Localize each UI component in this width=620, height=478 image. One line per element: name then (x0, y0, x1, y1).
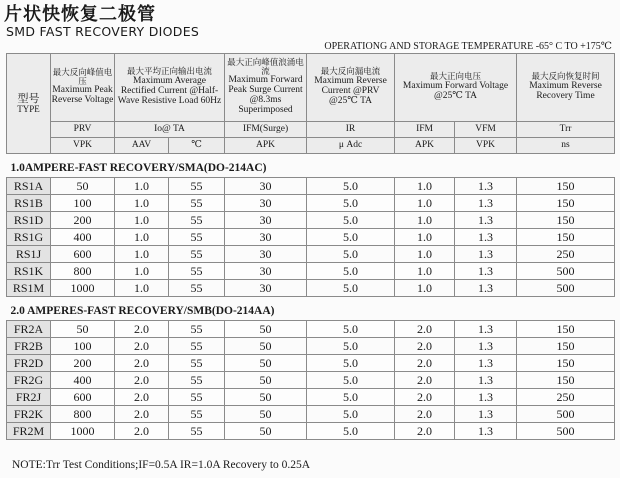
part-number-cell: RS1A (7, 178, 51, 195)
ifsm-symbol: IFM(Surge) (225, 122, 307, 138)
value-cell: 55 (169, 263, 225, 280)
part-number-cell: FR2A (7, 321, 51, 338)
value-cell: 55 (169, 246, 225, 263)
value-cell: 150 (517, 195, 615, 212)
value-cell: 50 (225, 338, 307, 355)
value-cell: 5.0 (307, 229, 395, 246)
prv-header: 最大反向峰值电压 Maximum Peak Reverse Voltage (51, 54, 115, 122)
part-number-cell: RS1M (7, 280, 51, 297)
trr-unit: ns (517, 138, 615, 154)
value-cell: 1.0 (395, 280, 455, 297)
table-row (7, 212, 615, 229)
section-title: 1.0AMPERE-FAST RECOVERY/SMA(DO-214AC) (7, 160, 615, 178)
ir-symbol: IR (307, 122, 395, 138)
value-cell: 5.0 (307, 212, 395, 229)
value-cell: 50 (225, 321, 307, 338)
part-number-cell: FR2K (7, 406, 51, 423)
ta-unit: ℃ (169, 138, 225, 154)
value-cell: 5.0 (307, 372, 395, 389)
value-cell: 2.0 (115, 372, 169, 389)
value-cell: 30 (225, 195, 307, 212)
value-cell: 250 (517, 389, 615, 406)
value-cell: 600 (51, 389, 115, 406)
part-number-cell: RS1K (7, 263, 51, 280)
value-cell: 1.3 (455, 423, 517, 440)
value-cell: 50 (225, 389, 307, 406)
value-cell: 1.0 (395, 229, 455, 246)
value-cell: 1.0 (395, 246, 455, 263)
value-cell: 500 (517, 406, 615, 423)
table-row (7, 355, 615, 372)
table-row (7, 321, 615, 338)
value-cell: 1000 (51, 280, 115, 297)
value-cell: 50 (51, 321, 115, 338)
value-cell: 600 (51, 246, 115, 263)
value-cell: 500 (517, 280, 615, 297)
trr-header: 最大反向恢复时间 Maximum Reverse Recovery Time (517, 54, 615, 122)
value-cell: 55 (169, 212, 225, 229)
value-cell: 2.0 (395, 321, 455, 338)
value-cell: 1000 (51, 423, 115, 440)
value-cell: 1.3 (455, 372, 517, 389)
ifsm-header: 最大正向峰值浪涌电流 Maximum Forward Peak Surge Current @8.3ms Superimposed (225, 54, 307, 122)
value-cell: 30 (225, 246, 307, 263)
part-number-cell: RS1B (7, 195, 51, 212)
table-row (7, 406, 615, 423)
value-cell: 50 (225, 372, 307, 389)
table-row (7, 229, 615, 246)
value-cell: 1.3 (455, 321, 517, 338)
prv-symbol: PRV (51, 122, 115, 138)
value-cell: 500 (517, 423, 615, 440)
value-cell: 55 (169, 423, 225, 440)
value-cell: 1.0 (115, 263, 169, 280)
value-cell: 5.0 (307, 355, 395, 372)
value-cell: 1.3 (455, 389, 517, 406)
prv-unit: VPK (51, 138, 115, 154)
value-cell: 2.0 (395, 372, 455, 389)
value-cell: 5.0 (307, 263, 395, 280)
value-cell: 400 (51, 372, 115, 389)
value-cell: 55 (169, 355, 225, 372)
table-row (7, 423, 615, 440)
value-cell: 2.0 (395, 406, 455, 423)
value-cell: 2.0 (395, 389, 455, 406)
value-cell: 100 (51, 338, 115, 355)
table-row (7, 338, 615, 355)
value-cell: 200 (51, 355, 115, 372)
part-number-cell: FR2J (7, 389, 51, 406)
section-title-row (7, 303, 615, 321)
value-cell: 5.0 (307, 423, 395, 440)
table-row (7, 389, 615, 406)
ifm-unit: APK (395, 138, 455, 154)
value-cell: 1.3 (455, 178, 517, 195)
value-cell: 1.0 (115, 229, 169, 246)
value-cell: 150 (517, 372, 615, 389)
io-symbol: Io@ TA (115, 122, 225, 138)
value-cell: 55 (169, 280, 225, 297)
table-row (7, 372, 615, 389)
value-cell: 5.0 (307, 178, 395, 195)
value-cell: 55 (169, 195, 225, 212)
value-cell: 1.0 (395, 263, 455, 280)
value-cell: 30 (225, 263, 307, 280)
value-cell: 5.0 (307, 246, 395, 263)
ir-header: 最大反向漏电流 Maximum Reverse Current @PRV @25℃ TA (307, 54, 395, 122)
value-cell: 150 (517, 212, 615, 229)
value-cell: 2.0 (115, 338, 169, 355)
value-cell: 2.0 (115, 321, 169, 338)
value-cell: 1.3 (455, 355, 517, 372)
section-title-row (7, 160, 615, 178)
value-cell: 55 (169, 321, 225, 338)
value-cell: 200 (51, 212, 115, 229)
value-cell: 1.3 (455, 280, 517, 297)
vfm-unit: VPK (455, 138, 517, 154)
value-cell: 5.0 (307, 389, 395, 406)
value-cell: 5.0 (307, 280, 395, 297)
value-cell: 100 (51, 195, 115, 212)
value-cell: 5.0 (307, 338, 395, 355)
value-cell: 1.0 (115, 178, 169, 195)
value-cell: 1.0 (395, 212, 455, 229)
table-row (7, 280, 615, 297)
value-cell: 50 (225, 423, 307, 440)
value-cell: 1.3 (455, 338, 517, 355)
value-cell: 5.0 (307, 406, 395, 423)
value-cell: 150 (517, 338, 615, 355)
temperature-note: OPERATIONG AND STORAGE TEMPERATURE -65° C TO +175℃ (324, 41, 612, 52)
value-cell: 5.0 (307, 321, 395, 338)
section-title: 2.0 AMPERES-FAST RECOVERY/SMB(DO-214AA) (7, 303, 615, 321)
part-number-cell: FR2G (7, 372, 51, 389)
value-cell: 150 (517, 355, 615, 372)
footnote: NOTE:Trr Test Conditions;IF=0.5A IR=1.0A Recovery to 0.25A (12, 459, 311, 471)
value-cell: 500 (517, 263, 615, 280)
value-cell: 150 (517, 321, 615, 338)
value-cell: 2.0 (115, 355, 169, 372)
value-cell: 50 (225, 406, 307, 423)
ifsm-unit: APK (225, 138, 307, 154)
value-cell: 150 (517, 229, 615, 246)
value-cell: 2.0 (395, 355, 455, 372)
value-cell: 50 (51, 178, 115, 195)
value-cell: 1.3 (455, 406, 517, 423)
value-cell: 2.0 (115, 423, 169, 440)
part-number-cell: RS1J (7, 246, 51, 263)
type-header: 型号 TYPE (7, 54, 51, 154)
diode-spec-table (6, 53, 615, 440)
io-header: 最大平均正向输出电流 Maximum Average Rectified Current @Half-Wave Resistive Load 60Hz (115, 54, 225, 122)
value-cell: 1.0 (395, 178, 455, 195)
value-cell: 800 (51, 263, 115, 280)
ir-unit: μ Adc (307, 138, 395, 154)
value-cell: 1.3 (455, 229, 517, 246)
table-row (7, 246, 615, 263)
value-cell: 1.0 (115, 195, 169, 212)
page-title-english: SMD FAST RECOVERY DIODES (6, 24, 200, 39)
table-row (7, 195, 615, 212)
value-cell: 55 (169, 338, 225, 355)
value-cell: 2.0 (395, 423, 455, 440)
value-cell: 2.0 (115, 406, 169, 423)
part-number-cell: FR2B (7, 338, 51, 355)
part-number-cell: FR2M (7, 423, 51, 440)
io-unit: AAV (115, 138, 169, 154)
value-cell: 1.3 (455, 246, 517, 263)
trr-symbol: Trr (517, 122, 615, 138)
value-cell: 1.0 (115, 280, 169, 297)
value-cell: 150 (517, 178, 615, 195)
value-cell: 1.3 (455, 212, 517, 229)
vfm-symbol: VFM (455, 122, 517, 138)
value-cell: 800 (51, 406, 115, 423)
value-cell: 1.0 (115, 212, 169, 229)
value-cell: 1.0 (395, 195, 455, 212)
value-cell: 250 (517, 246, 615, 263)
value-cell: 5.0 (307, 195, 395, 212)
table-row (7, 263, 615, 280)
ifm-symbol: IFM (395, 122, 455, 138)
value-cell: 30 (225, 212, 307, 229)
part-number-cell: RS1D (7, 212, 51, 229)
value-cell: 55 (169, 229, 225, 246)
value-cell: 2.0 (115, 389, 169, 406)
value-cell: 1.3 (455, 195, 517, 212)
value-cell: 2.0 (395, 338, 455, 355)
value-cell: 55 (169, 389, 225, 406)
value-cell: 400 (51, 229, 115, 246)
value-cell: 1.3 (455, 263, 517, 280)
value-cell: 30 (225, 229, 307, 246)
value-cell: 30 (225, 280, 307, 297)
page-title-chinese: 片状快恢复二极管 (4, 4, 156, 25)
value-cell: 1.0 (115, 246, 169, 263)
value-cell: 55 (169, 178, 225, 195)
part-number-cell: FR2D (7, 355, 51, 372)
value-cell: 55 (169, 372, 225, 389)
value-cell: 30 (225, 178, 307, 195)
vf-header: 最大正向电压 Maximum Forward Voltage @25℃ TA (395, 54, 517, 122)
part-number-cell: RS1G (7, 229, 51, 246)
value-cell: 50 (225, 355, 307, 372)
table-row (7, 178, 615, 195)
value-cell: 55 (169, 406, 225, 423)
